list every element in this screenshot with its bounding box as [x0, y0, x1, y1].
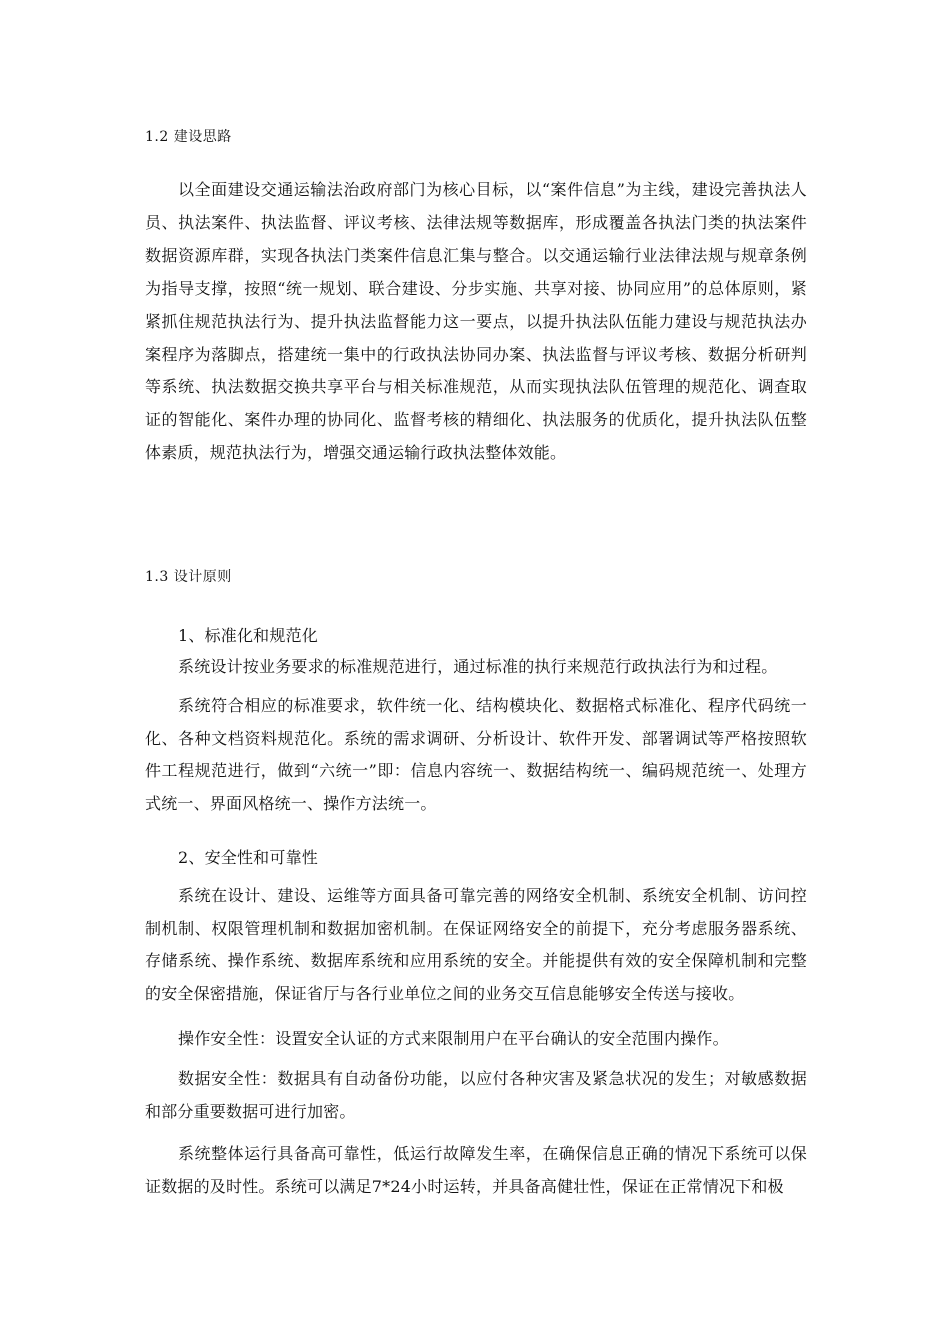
principle-2-title: 2、安全性和可靠性: [178, 848, 318, 867]
principle-2-data-security: 数据安全性：数据具有自动备份功能，以应付各种灾害及紧急状况的发生；对敏感数据和部分重要数据可进行加密。: [145, 1069, 807, 1121]
paragraph-construction-idea: 以全面建设交通运输法治政府部门为核心目标，以“案件信息”为主线，建设完善执法人员、执法案件、执法监督、评议考核、法律法规等数据库，形成覆盖各执法门类的执法案件数据资源库群，实现各执法门类案件信息汇集与整合。以交通运输行业法律法规与规章条例为指导支撑，按照“统一规划、联合建设、分步实施、共享对接、协同应用”的总体原则，紧紧抓住规范执法行为、提升执法监督能力这一要点，以提升执法队伍能力建设与规范执法办案程序为落脚点，搭建统一集中的行政执法协同办案、执法监督与评议考核、数据分析研判等系统、执法数据交换共享平台与相关标准规范，从而实现执法队伍管理的规范化、调查取证的智能化、案件办理的协同化、监督考核的精细化、执法服务的优质化，提升执法队伍整体素质，规范执法行为，增强交通运输行政执法整体效能。: [145, 180, 807, 463]
section-heading-1-2: 1.2 建设思路: [145, 129, 232, 145]
principle-2-reliability: 系统整体运行具备高可靠性，低运行故障发生率，在确保信息正确的情况下系统可以保证数据的及时性。系统可以满足7*24小时运转，并具备高健壮性，保证在正常情况下和极: [145, 1144, 807, 1196]
principle-2-paragraph-1: 系统在设计、建设、运维等方面具备可靠完善的网络安全机制、系统安全机制、访问控制机制、权限管理机制和数据加密机制。在保证网络安全的前提下，充分考虑服务器系统、存储系统、操作系统、数据库系统和应用系统的安全。并能提供有效的安全保障机制和完整的安全保密措施，保证省厅与各行业单位之间的业务交互信息能够安全传送与接收。: [145, 886, 807, 1003]
principle-1-paragraph-2: 系统符合相应的标准要求，软件统一化、结构模块化、数据格式标准化、程序代码统一化、各种文档资料规范化。系统的需求调研、分析设计、软件开发、部署调试等严格按照软件工程规范进行，做到“六统一”即：信息内容统一、数据结构统一、编码规范统一、处理方式统一、界面风格统一、操作方法统一。: [145, 696, 807, 813]
principle-1-paragraph-1: 系统设计按业务要求的标准规范进行，通过标准的执行来规范行政执法行为和过程。: [178, 657, 778, 676]
section-heading-1-3: 1.3 设计原则: [145, 569, 232, 585]
principle-1-title: 1、标准化和规范化: [178, 626, 318, 645]
principle-2-operation-security: 操作安全性：设置安全认证的方式来限制用户在平台确认的安全范围内操作。: [178, 1029, 729, 1048]
